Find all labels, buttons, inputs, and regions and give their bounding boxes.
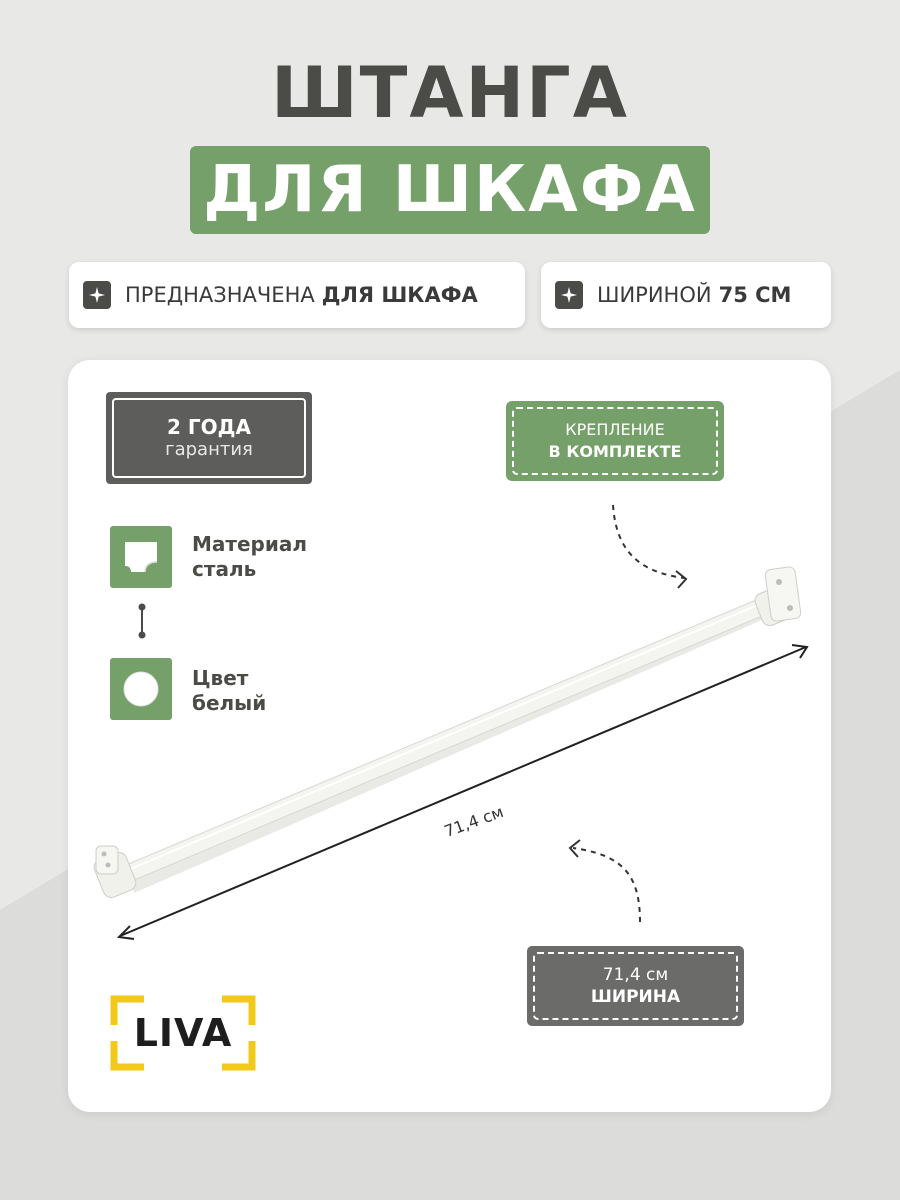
width-label: ШИРИНА (590, 987, 681, 1007)
width-value: 71,4 см (602, 965, 669, 985)
dimension-label: 71,4 см (441, 802, 506, 841)
warranty-label: гарантия (165, 439, 253, 460)
warranty-years: 2 ГОДА (167, 415, 251, 439)
sparkle-icon (555, 281, 583, 309)
sparkle-icon (83, 281, 111, 309)
color-value: белый (192, 691, 267, 715)
material-label: Материал (192, 532, 308, 556)
page-subtitle: ДЛЯ ШКАФА (203, 153, 697, 227)
product-card (68, 360, 831, 1112)
spec-connector (136, 603, 148, 639)
material-spec (192, 532, 307, 582)
feature-width (541, 262, 831, 328)
material-value: сталь (192, 557, 257, 581)
color-spec (192, 666, 266, 716)
page-title: ШТАНГА (271, 52, 629, 134)
brand-name: LIVA (133, 1011, 233, 1055)
warranty-badge (106, 392, 312, 484)
feature-purpose (69, 262, 525, 328)
width-badge (527, 946, 744, 1026)
feature-width-bold: 75 СМ (718, 283, 792, 307)
material-sheet-icon (110, 526, 172, 588)
brand-logo (110, 995, 256, 1071)
white-circle-icon (110, 658, 172, 720)
mount-included-badge (506, 401, 724, 481)
mount-line2: В КОМПЛЕКТЕ (548, 442, 682, 461)
feature-purpose-text: ПРЕДНАЗНАЧЕНА (125, 283, 315, 307)
mount-line1: КРЕПЛЕНИЕ (565, 420, 665, 439)
color-label: Цвет (192, 666, 249, 690)
title-banner (190, 146, 710, 234)
feature-width-text: ШИРИНОЙ (597, 283, 712, 307)
feature-purpose-bold: ДЛЯ ШКАФА (321, 283, 478, 307)
